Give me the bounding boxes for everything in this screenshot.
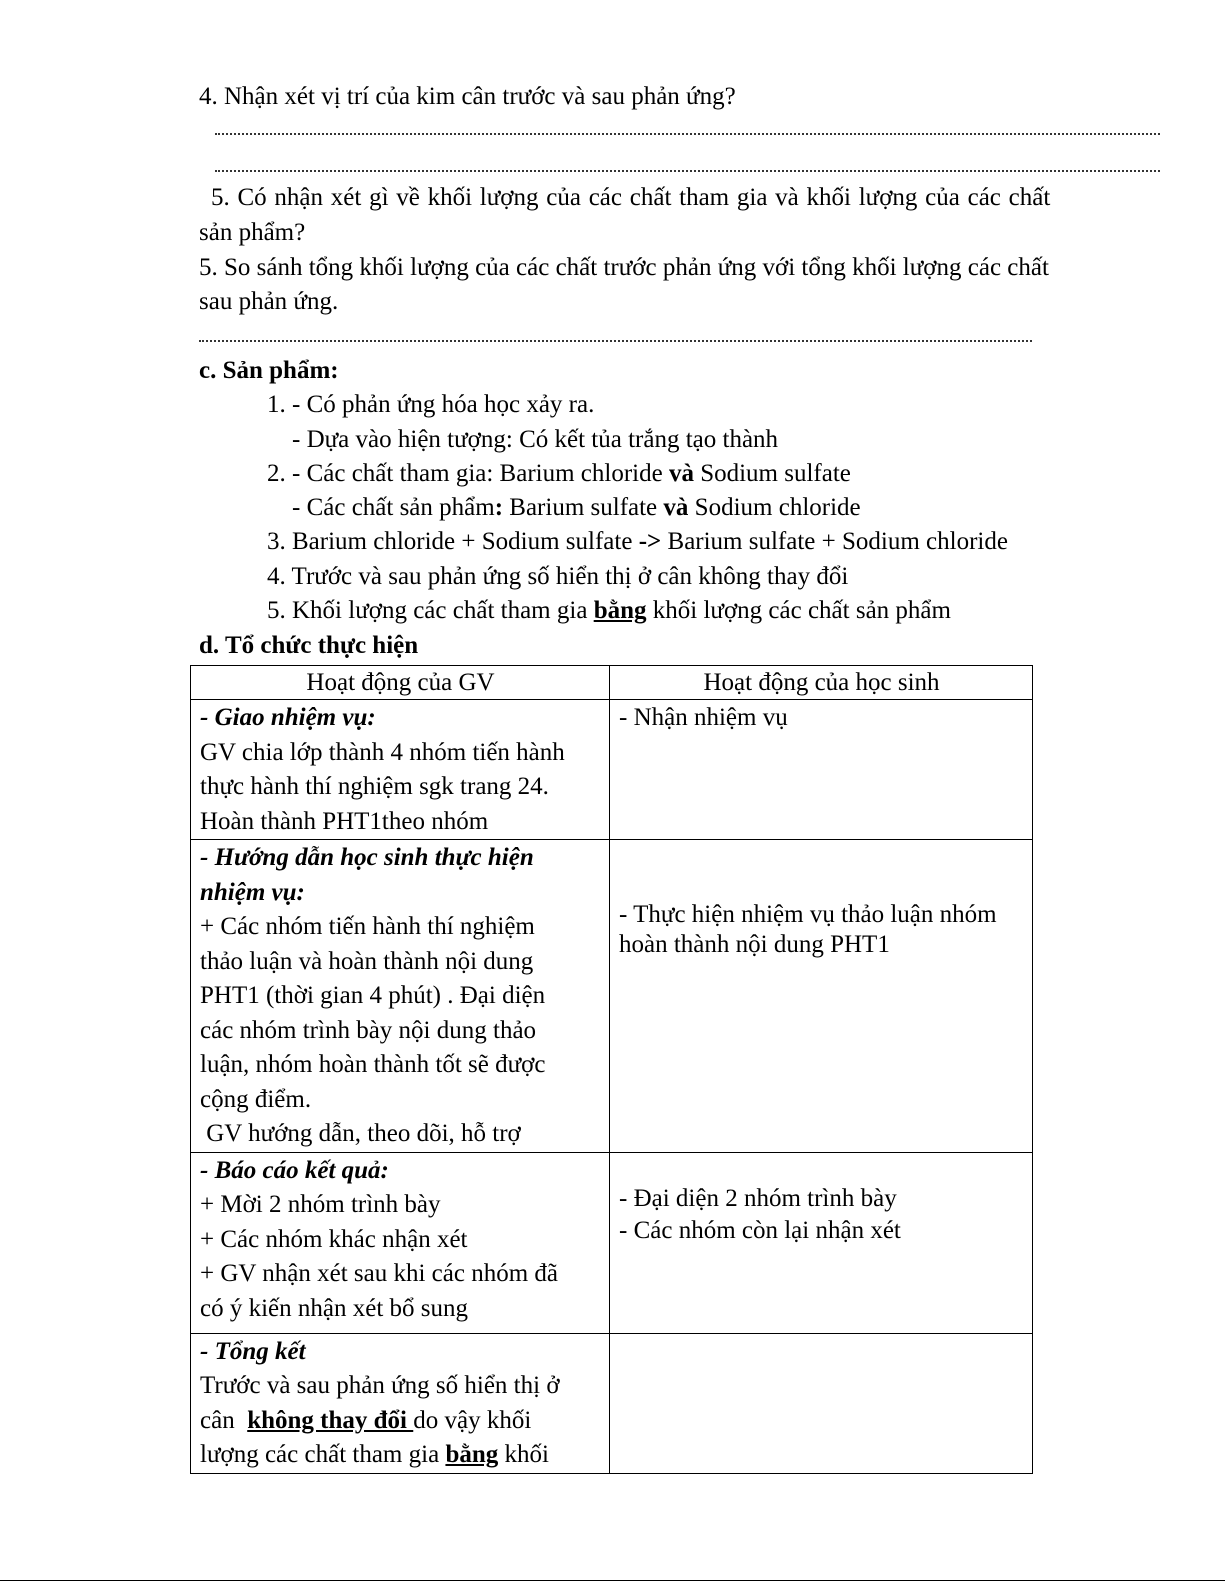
teacher-line: PHT1 (thời gian 4 phút) . Đại diện — [200, 982, 546, 1009]
teacher-line-mixed — [200, 1438, 601, 1473]
product-item-4: 4. Trước và sau phản ứng số hiển thị ở cân không thay đổi — [267, 563, 849, 590]
row-title: - Tổng kết — [200, 1337, 306, 1365]
product-item-1: 1. - Có phản ứng hóa học xảy ra. — [267, 391, 595, 418]
row-title: - Hướng dẫn học sinh thực hiện — [200, 844, 534, 871]
teacher-cell — [191, 1333, 610, 1473]
teacher-line: + GV nhận xét sau khi các nhóm đã — [200, 1260, 558, 1287]
product-item-5-text: 5. Khối lượng các chất tham gia — [267, 597, 594, 624]
teacher-line: thảo luận và hoàn thành nội dung — [200, 947, 534, 975]
question-5b-line-2: sau phản ứng. — [199, 288, 339, 315]
student-line: - Nhận nhiệm vụ — [619, 704, 788, 731]
student-cell — [610, 840, 1033, 1153]
question-4: 4. Nhận xét vị trí của kim cân trước và sau phản ứng? — [199, 83, 736, 110]
student-line: - Đại diện 2 nhóm trình bày — [619, 1184, 897, 1212]
product-item-2-text-end: Sodium sulfate — [693, 460, 851, 487]
student-cell — [610, 1333, 1033, 1473]
activity-table — [190, 665, 1033, 1474]
teacher-line: các nhóm trình bày nội dung thảo — [200, 1016, 537, 1044]
product-item-5 — [267, 594, 951, 628]
product-item-2-detail-text-mid: Barium sulfate — [503, 494, 664, 521]
no-change-emphasis: không thay đổi — [247, 1406, 414, 1434]
student-cell — [610, 1152, 1033, 1333]
row-title: - Báo cáo kết quả: — [200, 1156, 389, 1184]
answer-dotted-line — [199, 340, 1032, 342]
organize-heading: d. Tổ chức thực hiện — [199, 632, 419, 659]
header-student: Hoạt động của học sinh — [610, 666, 1033, 700]
teacher-line: GV chia lớp thành 4 nhóm tiến hành — [200, 738, 565, 766]
teacher-line: + Các nhóm khác nhận xét — [200, 1225, 468, 1253]
teacher-line: thực hành thí nghiệm sgk trang 24. — [200, 773, 549, 800]
teacher-line: + Mời 2 nhóm trình bày — [200, 1191, 441, 1218]
teacher-cell — [191, 1152, 610, 1333]
teacher-text: cân — [200, 1406, 248, 1434]
header-teacher: Hoạt động của GV — [191, 666, 610, 700]
teacher-line: Trước và sau phản ứng số hiển thị ở — [200, 1372, 560, 1399]
table-header-row — [191, 666, 1033, 700]
teacher-cell — [191, 700, 610, 840]
answer-dotted-line — [215, 170, 1160, 172]
product-item-2-text: 2. - Các chất tham gia: Barium chloride — [267, 460, 669, 487]
equal-emphasis: bằng — [445, 1441, 499, 1468]
table-row — [191, 1152, 1033, 1333]
teacher-line: GV hướng dẫn, theo dõi, hỗ trợ — [200, 1120, 521, 1147]
teacher-text: lượng các chất tham gia — [200, 1441, 446, 1468]
product-item-3-text: 3. Barium chloride + Sodium sulfate — [267, 528, 639, 555]
table-row — [191, 700, 1033, 840]
product-item-2-detail — [292, 491, 861, 525]
page-bottom-rule — [0, 1580, 1225, 1581]
product-item-3 — [267, 525, 1008, 559]
question-5a-line-2: sản phẩm? — [199, 219, 306, 246]
student-cell — [610, 700, 1033, 840]
question-5b-line-1: 5. So sánh tổng khối lượng của các chất trước phản ứng với tổng khối lượng các chất — [199, 254, 1049, 281]
product-heading: c. Sản phẩm: — [199, 357, 339, 384]
product-item-2-detail-text: - Các chất sản phẩm — [292, 494, 495, 521]
product-item-2 — [267, 457, 851, 491]
product-item-2-detail-and: và — [663, 494, 689, 521]
teacher-line: Hoàn thành PHT1theo nhóm — [200, 807, 489, 835]
teacher-text: do vậy khối — [413, 1406, 532, 1434]
student-line: - Các nhóm còn lại nhận xét — [619, 1216, 901, 1244]
product-item-5-text-end: khối lượng các chất sản phẩm — [646, 597, 951, 624]
answer-dotted-line — [215, 133, 1160, 135]
product-item-5-equal: bằng — [593, 597, 647, 624]
product-item-2-detail-text-end: Sodium chloride — [688, 494, 861, 521]
table-row — [191, 840, 1033, 1153]
student-line: - Thực hiện nhiệm vụ thảo luận nhóm — [619, 901, 997, 928]
product-item-2-detail-colon: : — [494, 494, 504, 521]
product-item-2-and: và — [668, 460, 694, 487]
product-item-3-arrow: -> — [638, 528, 662, 555]
question-5a-line-1: 5. Có nhận xét gì về khối lượng của các chất tham gia và khối lượng của các chất — [211, 184, 1051, 211]
product-item-1-detail: - Dựa vào hiện tượng: Có kết tủa trắng tạo thành — [292, 426, 779, 453]
row-title-2: nhiệm vụ: — [200, 878, 305, 906]
teacher-line: có ý kiến nhận xét bổ sung — [200, 1294, 469, 1322]
teacher-line: cộng điểm. — [200, 1085, 312, 1113]
teacher-text: khối — [498, 1441, 549, 1468]
teacher-cell — [191, 840, 610, 1153]
teacher-line-mixed — [200, 1404, 601, 1439]
product-item-3-text-end: Barium sulfate + Sodium chloride — [661, 528, 1008, 555]
table-row — [191, 1333, 1033, 1473]
student-line: hoàn thành nội dung PHT1 — [619, 931, 890, 958]
teacher-line: + Các nhóm tiến hành thí nghiệm — [200, 913, 535, 940]
row-title: - Giao nhiệm vụ: — [200, 704, 376, 731]
teacher-line: luận, nhóm hoàn thành tốt sẽ được — [200, 1051, 546, 1078]
